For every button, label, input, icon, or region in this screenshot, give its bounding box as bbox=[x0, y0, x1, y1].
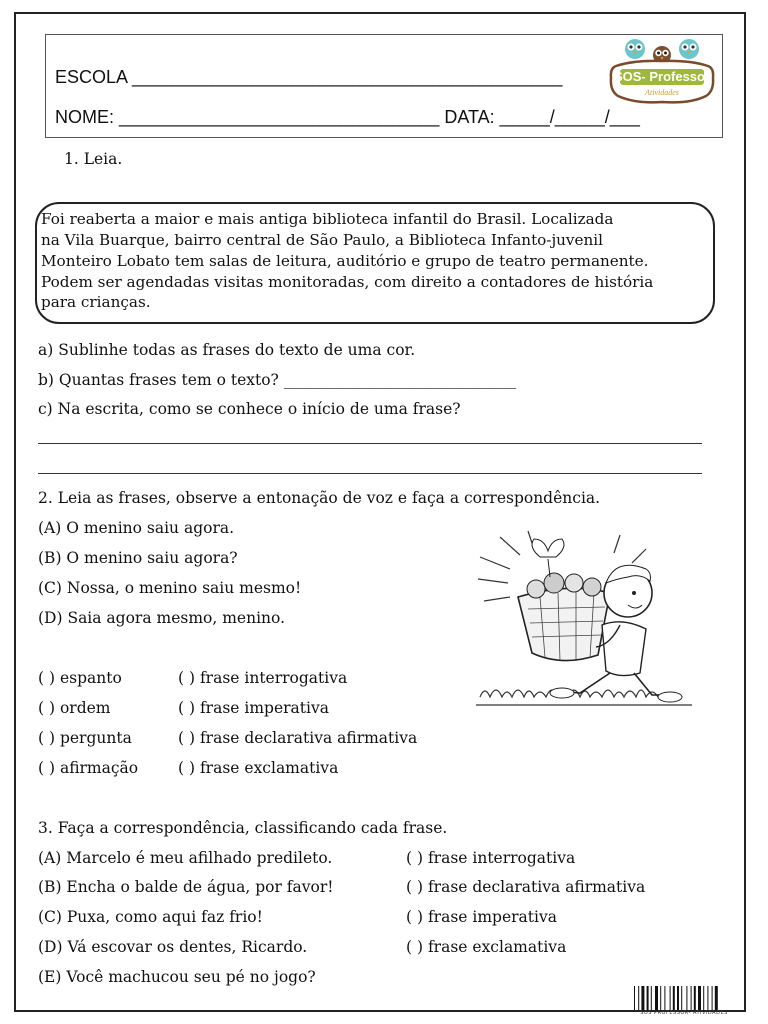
q3-option[interactable]: ( ) frase declarativa afirmativa bbox=[406, 878, 646, 896]
logo-subtitle: Atividades bbox=[645, 88, 679, 97]
q3-option[interactable]: ( ) frase exclamativa bbox=[406, 938, 567, 956]
q2-option-left[interactable]: ( ) pergunta bbox=[38, 729, 132, 747]
q3-title: 3. Faça a correspondência, classificando cada frase. bbox=[38, 819, 448, 837]
owl-icon bbox=[625, 39, 645, 59]
q1-item-c: c) Na escrita, como se conhece o início de uma frase? bbox=[38, 400, 461, 418]
reading-line: na Vila Buarque, bairro central de São Paulo, a Biblioteca Infanto-juvenil bbox=[41, 231, 603, 249]
answer-line[interactable] bbox=[38, 443, 702, 444]
q2-option-right[interactable]: ( ) frase declarativa afirmativa bbox=[178, 729, 418, 747]
barcode-icon bbox=[632, 986, 736, 1010]
sos-professor-logo bbox=[606, 36, 718, 106]
owl-icon bbox=[679, 39, 699, 59]
school-field: ESCOLA ___________________________________________ bbox=[55, 67, 563, 87]
barcode-label: SOS PROFESSOR- ATIVIDADES bbox=[640, 1010, 728, 1016]
q3-phrase: (D) Vá escovar os dentes, Ricardo. bbox=[38, 938, 308, 956]
q2-option-left[interactable]: ( ) afirmação bbox=[38, 759, 139, 777]
q3-phrase: (A) Marcelo é meu afilhado predileto. bbox=[38, 849, 333, 867]
q2-phrase: (A) O menino saiu agora. bbox=[38, 519, 235, 537]
name-date-field: NOME: ________________________________ DATA: _____/_____/___ bbox=[55, 107, 640, 127]
q3-option[interactable]: ( ) frase imperativa bbox=[406, 908, 557, 926]
answer-line[interactable] bbox=[38, 473, 702, 474]
reading-line: Podem ser agendadas visitas monitoradas, com direito a contadores de história bbox=[41, 273, 654, 291]
q2-option-left[interactable]: ( ) espanto bbox=[38, 669, 122, 687]
q2-option-right[interactable]: ( ) frase imperativa bbox=[178, 699, 329, 717]
q2-option-left[interactable]: ( ) ordem bbox=[38, 699, 111, 717]
q1-item-b: b) Quantas frases tem o texto? ______________________________ bbox=[38, 371, 517, 389]
q2-option-right[interactable]: ( ) frase exclamativa bbox=[178, 759, 339, 777]
q1-title: 1. Leia. bbox=[64, 150, 123, 168]
reading-line: para crianças. bbox=[41, 293, 151, 311]
q3-option[interactable]: ( ) frase interrogativa bbox=[406, 849, 576, 867]
boy-with-basket-illustration bbox=[470, 527, 698, 727]
q3-phrase: (C) Puxa, como aqui faz frio! bbox=[38, 908, 263, 926]
reading-line: Foi reaberta a maior e mais antiga biblioteca infantil do Brasil. Localizada bbox=[41, 210, 614, 228]
q1-item-a: a) Sublinhe todas as frases do texto de uma cor. bbox=[38, 341, 416, 359]
q3-phrase: (B) Encha o balde de água, por favor! bbox=[38, 878, 334, 896]
q2-option-right[interactable]: ( ) frase interrogativa bbox=[178, 669, 348, 687]
q3-phrase: (E) Você machucou seu pé no jogo? bbox=[38, 968, 316, 986]
q2-title: 2. Leia as frases, observe a entonação de voz e faça a correspondência. bbox=[38, 489, 601, 507]
reading-line: Monteiro Lobato tem salas de leitura, auditório e grupo de teatro permanente. bbox=[41, 252, 649, 270]
q2-phrase: (D) Saia agora mesmo, menino. bbox=[38, 609, 285, 627]
q2-phrase: (C) Nossa, o menino saiu mesmo! bbox=[38, 579, 302, 597]
q2-phrase: (B) O menino saiu agora? bbox=[38, 549, 238, 567]
logo-title: SOS- Professor bbox=[613, 69, 711, 84]
